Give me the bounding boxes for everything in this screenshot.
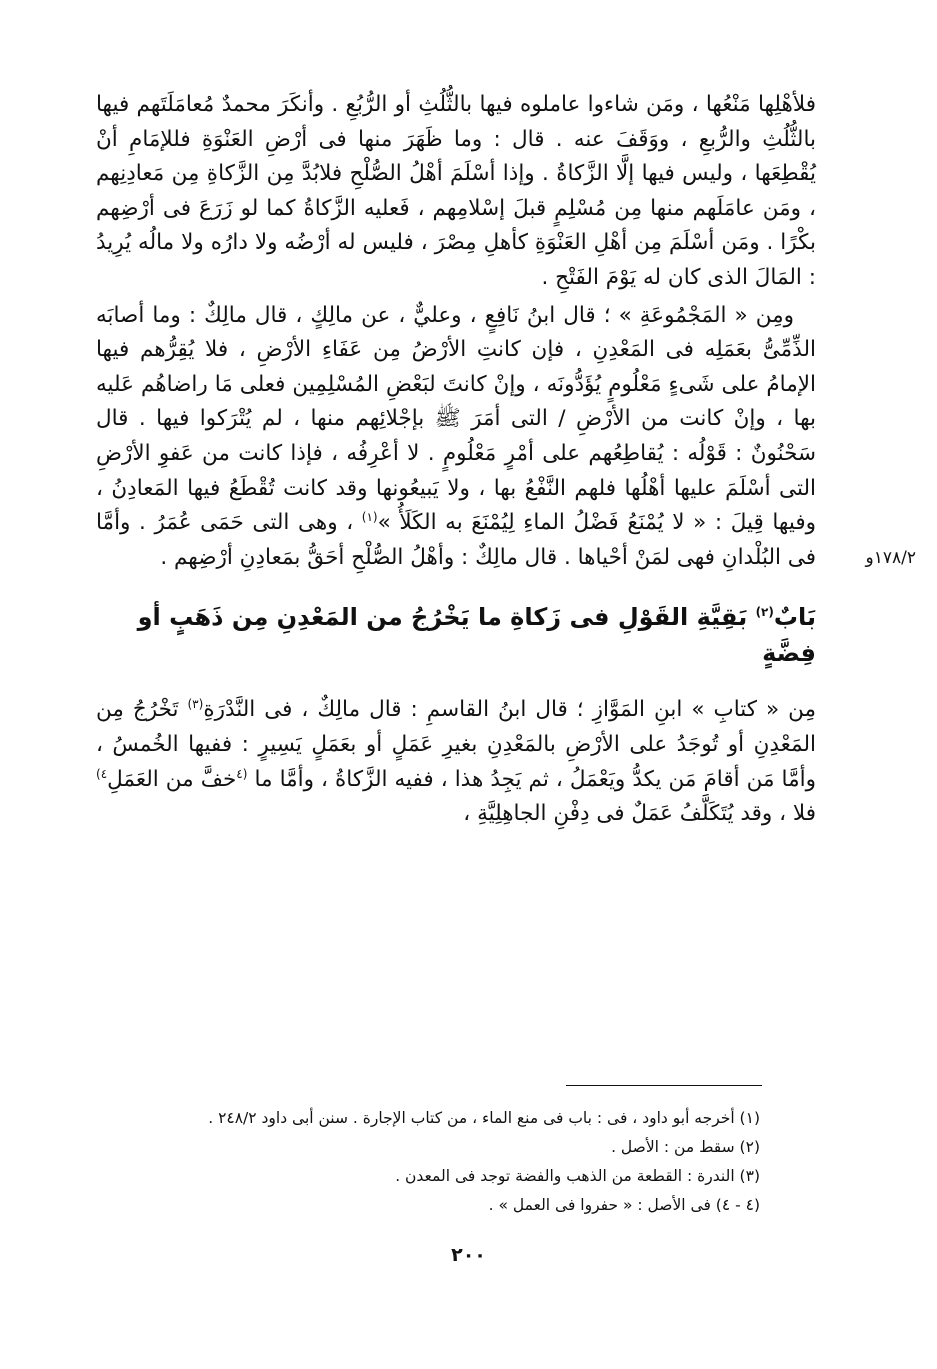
paragraph-2-tail: ، وهى التى حَمَى عُمَرُ . وأمَّا فى البُلْدانِ فهى لمَنْ أحْياها . قال مالِكٌ : وأهْلُ الصُّلْحِ أحَقُّ بمَعادِنِ أرْضِهم . bbox=[96, 510, 816, 570]
main-text bbox=[96, 88, 816, 832]
paragraph-3 bbox=[96, 693, 816, 831]
footnote-ref-4-close: ٤) bbox=[96, 766, 108, 781]
paragraph-3-bracketed: خفَّ من العَمَلِ bbox=[107, 766, 237, 792]
paragraph-2 bbox=[96, 299, 816, 576]
footnote-ref-4-open: (٤ bbox=[236, 766, 248, 781]
paragraph-2-text: ومِن « المَجْمُوعَةِ » ؛ قال ابنُ نَافِعٍ ، وعليٌّ ، عن مالِكٍ ، قال مالِكٌ : وما أصابَه الذِّمِّىُّ بعَمَلِه فى المَعْدِنِ ، فإن كانتِ الأرْضُ مِن عَفَاءِ الأرْضِ ، فلا يُقِرُّهم فيها الإمامُ على شَىءٍ مَعْلُومٍ يُؤَدُّونَه ، وإنْ كانتَ لبَعْضِ المُسْلِمِين فعلى مَا راضاهُم عَليه بها ، وإنْ كانت من الأرْضِ / التى أمَرَ ﷺ بإجْلائِهم منها ، لم يُتْرَكوا فيها . قال سَحْنُونٌ : قَوْلُه : يُقاطِعُهم على أمْرٍ مَعْلُومٍ . لا أعْرِفُه ، فإذا كانت من عَفوِ الأرْضِ التى أسْلَمَ عليها أهْلُها فلهم النَّفْعُ بها ، ولا يَبيعُونها وقد كانت تُقْطَعُ فيها المَعادِنُ ، وفيها قِيلَ : « لا يُمْنَعُ فَضْلُ الماءِ لِيُمْنَعَ به الكَلَأُ » bbox=[96, 302, 816, 536]
paragraph-3-intro: مِن « كتابِ » ابنِ المَوَّازِ ؛ قال ابنُ القاسمِ : قال مالِكٌ ، فى النَّدْرَةِ bbox=[203, 697, 816, 723]
chapter-prefix: بَابٌ bbox=[773, 603, 816, 632]
chapter-heading bbox=[96, 599, 816, 671]
footnote-4: (٤ - ٤) فى الأصل : « حفروا فى العمل » . bbox=[488, 1196, 760, 1214]
page-number: ٢٠٠ bbox=[451, 1244, 486, 1266]
footnote-2: (٢) سقط من : الأصل . bbox=[611, 1138, 760, 1156]
footnote-ref-1: (١) bbox=[361, 509, 378, 524]
paragraph-1: فلأهْلِها مَنْعُها ، ومَن شاءوا عاملوه فيها بالثُّلُثِ أو الرُّبُعِ . وأنكَرَ محمدٌ مُعامَلَتَهم فيها بالثُّلُثِ والرُّبعِ ، ووَقَفَ عنه . قال : وما ظَهَرَ منها فى أرْضِ العَنْوَةِ فللإمَامِ أنْ يُقْطِعَها ، وليس فيها إلَّا الزَّكاةُ . وإذا أسْلَمَ أهْلُ الصُّلْحِ فلابُدَّ مِن الزَّكاةِ مِن مَعادِنِهم ، ومَن عامَلَهم منها مِن مُسْلِمٍ قبلَ إسْلامِهم ، فَعليه الزَّكاةُ كما لو زَرَعَ فى أرْضِهم بكْرًا . ومَن أسْلَمَ مِن أهْلِ العَنْوَةِ كأهلِ مِصْرَ ، فليس له أرْضُه ولا دارُه ولا مالُه يُرِيدُ : المَالَ الذى كان له يَوْمَ الفَتْحِ . bbox=[96, 92, 816, 290]
chapter-title: بَقِيَّةِ القَوْلِ فى زَكاةِ ما يَخْرُجُ من المَعْدِنِ مِن ذَهَبٍ أو فِضَّةٍ bbox=[137, 603, 816, 668]
footnote-3: (٣) الندرة : القطعة من الذهب والفضة توجد فى المعدن . bbox=[395, 1167, 760, 1185]
paragraph-3-body: تَخْرُجُ مِن المَعْدِنِ أو تُوجَدُ على الأرْضِ بالمَعْدِنِ بغيرِ عَمَلٍ أو بعَمَلٍ يَسِيرٍ : ففيها الخُمسُ ، وأمَّا مَن أقامَ مَن يكدُّ ويَعْمَلُ ، ثم يَجِدُ هذا ، ففيه الزَّكاةُ ، وأمَّا ما bbox=[96, 697, 816, 792]
manuscript-folio-marker: ١٧٨/٢و bbox=[865, 548, 916, 568]
footnote-ref-3: (٣) bbox=[187, 697, 204, 712]
footnote-separator bbox=[566, 1085, 762, 1086]
footnote-1: (١) أخرجه أبو داود ، فى : باب فى منع الماء ، من كتاب الإجارة . سنن أبى داود ٢٤٨/٢ . bbox=[208, 1109, 760, 1127]
paragraph-3-end: فلا ، وقد يُتَكَلَّفُ عَمَلٌ فى دِفْنِ الجاهِلِيَّةِ ، bbox=[463, 801, 816, 827]
footnote-ref-2: (٢) bbox=[755, 605, 774, 620]
footnotes bbox=[96, 1104, 760, 1220]
